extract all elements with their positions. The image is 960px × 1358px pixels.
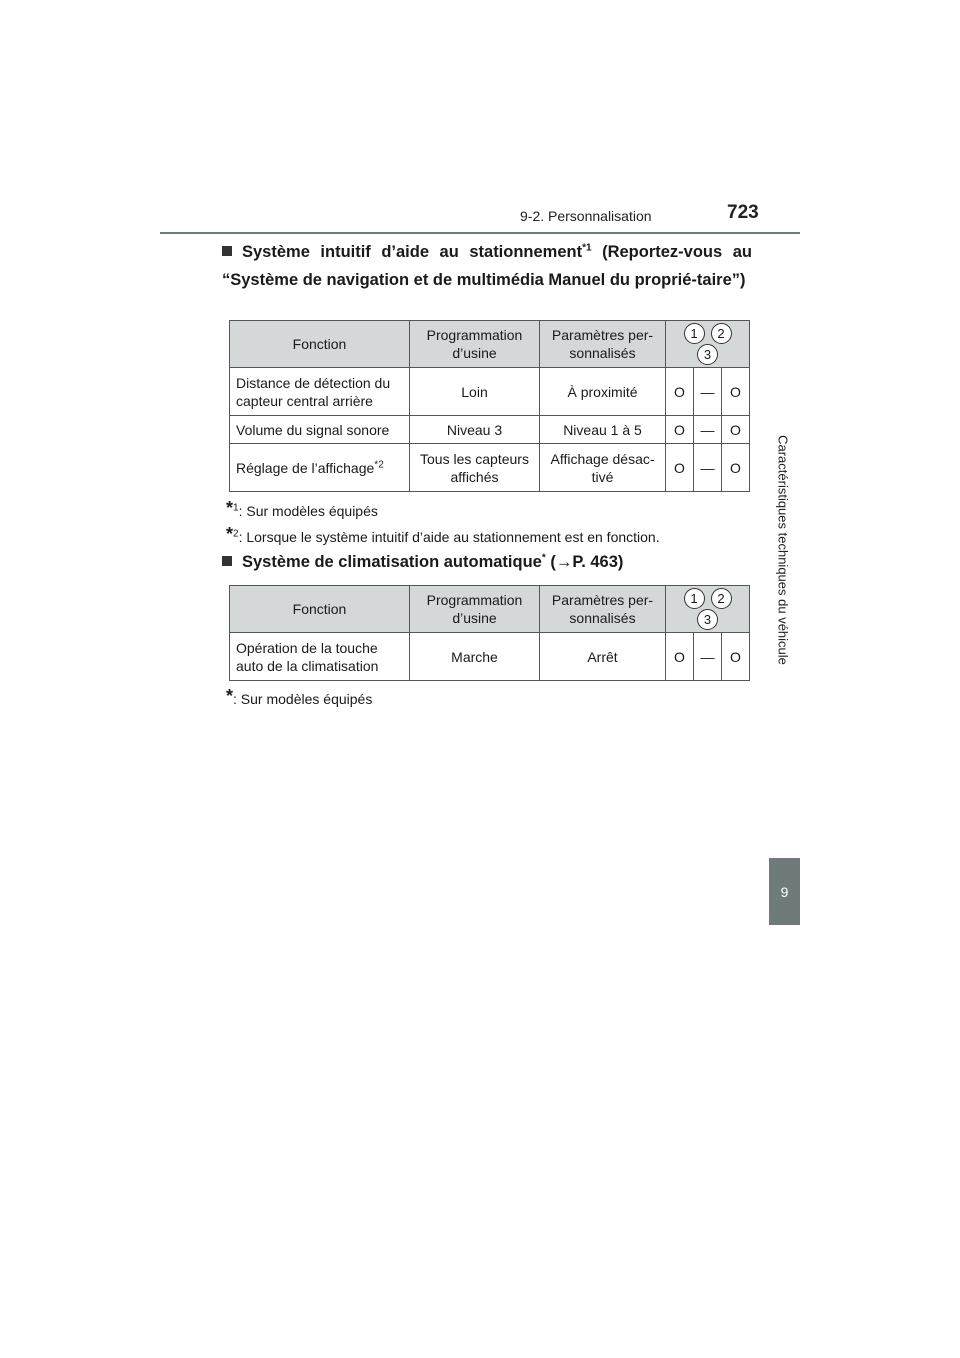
cell-method-2: — <box>694 444 722 492</box>
cell-method-2: — <box>694 633 722 681</box>
climate-settings-table <box>229 585 750 681</box>
chapter-number: 9 <box>780 883 789 900</box>
circled-number-1-icon: 1 <box>684 323 705 344</box>
cell-method-2: — <box>694 368 722 416</box>
footnote-mark: *2 <box>374 458 384 470</box>
parking-assist-settings-table <box>229 320 750 492</box>
column-header-factory: Programmation d’usine <box>410 321 540 368</box>
cell-method-3: O <box>722 416 750 444</box>
cell-method-3: O <box>722 368 750 416</box>
section-heading-parking-assist: Système intuitif d’aide au stationnement$^{*1}$ (Reportez-vous au “Système de navigation et de multimédia Manuel du proprié-taire”) <box>222 242 752 289</box>
square-bullet-icon <box>222 556 232 566</box>
section-heading-climate-control: Système de climatisation automatique* (→P. 463) <box>222 548 752 576</box>
cell-method-1: O <box>666 416 694 444</box>
page-number: 723 <box>727 202 759 223</box>
column-header-function: Fonction <box>230 321 410 368</box>
running-header-section: 9-2. Personnalisation <box>520 208 652 224</box>
cell-factory: Tous les capteurs affichés <box>410 444 540 492</box>
cell-custom: À proximité <box>540 368 666 416</box>
column-header-function: Fonction <box>230 586 410 633</box>
cell-method-1: O <box>666 368 694 416</box>
column-header-methods <box>666 321 750 368</box>
cell-function: Distance de détection du capteur central arrière <box>230 368 410 416</box>
cell-method-3: O <box>722 633 750 681</box>
chapter-tab <box>769 858 800 925</box>
column-header-custom: Paramètres per-sonnalisés <box>540 586 666 633</box>
cell-factory: Loin <box>410 368 540 416</box>
column-header-custom: Paramètres per-sonnalisés <box>540 321 666 368</box>
cell-function: Opération de la touche auto de la climatisation <box>230 633 410 681</box>
table-row <box>230 633 750 681</box>
circled-number-2-icon: 2 <box>711 588 732 609</box>
column-header-methods <box>666 586 750 633</box>
footnote-2: *$^2$: Lorsque le système intuitif d’aide au stationnement est en fonction. <box>226 524 660 545</box>
cell-function: Réglage de l’affichage$^{*2}$ <box>230 444 410 492</box>
circled-number-2-icon: 2 <box>711 323 732 344</box>
footnote-climate: *: Sur modèles équipés <box>226 686 373 707</box>
table-header-row <box>230 321 750 368</box>
cell-custom: Arrêt <box>540 633 666 681</box>
cell-method-2: — <box>694 416 722 444</box>
table-row <box>230 368 750 416</box>
cell-factory: Niveau 3 <box>410 416 540 444</box>
chapter-side-label: Caractéristiques techniques du véhicule <box>775 435 791 665</box>
circled-number-3-icon: 3 <box>697 344 718 365</box>
cell-method-1: O <box>666 444 694 492</box>
cell-method-3: O <box>722 444 750 492</box>
table-row <box>230 444 750 492</box>
cell-custom: Niveau 1 à 5 <box>540 416 666 444</box>
header-rule <box>160 232 800 234</box>
column-header-factory: Programmation d’usine <box>410 586 540 633</box>
table-header-row <box>230 586 750 633</box>
table-row <box>230 416 750 444</box>
circled-number-1-icon: 1 <box>684 588 705 609</box>
square-bullet-icon <box>222 246 232 256</box>
cell-factory: Marche <box>410 633 540 681</box>
circled-number-3-icon: 3 <box>697 609 718 630</box>
footnote-1: *$^1$: Sur modèles équipés <box>226 498 378 519</box>
cell-custom: Affichage désac-tivé <box>540 444 666 492</box>
cell-method-1: O <box>666 633 694 681</box>
cell-function: Volume du signal sonore <box>230 416 410 444</box>
